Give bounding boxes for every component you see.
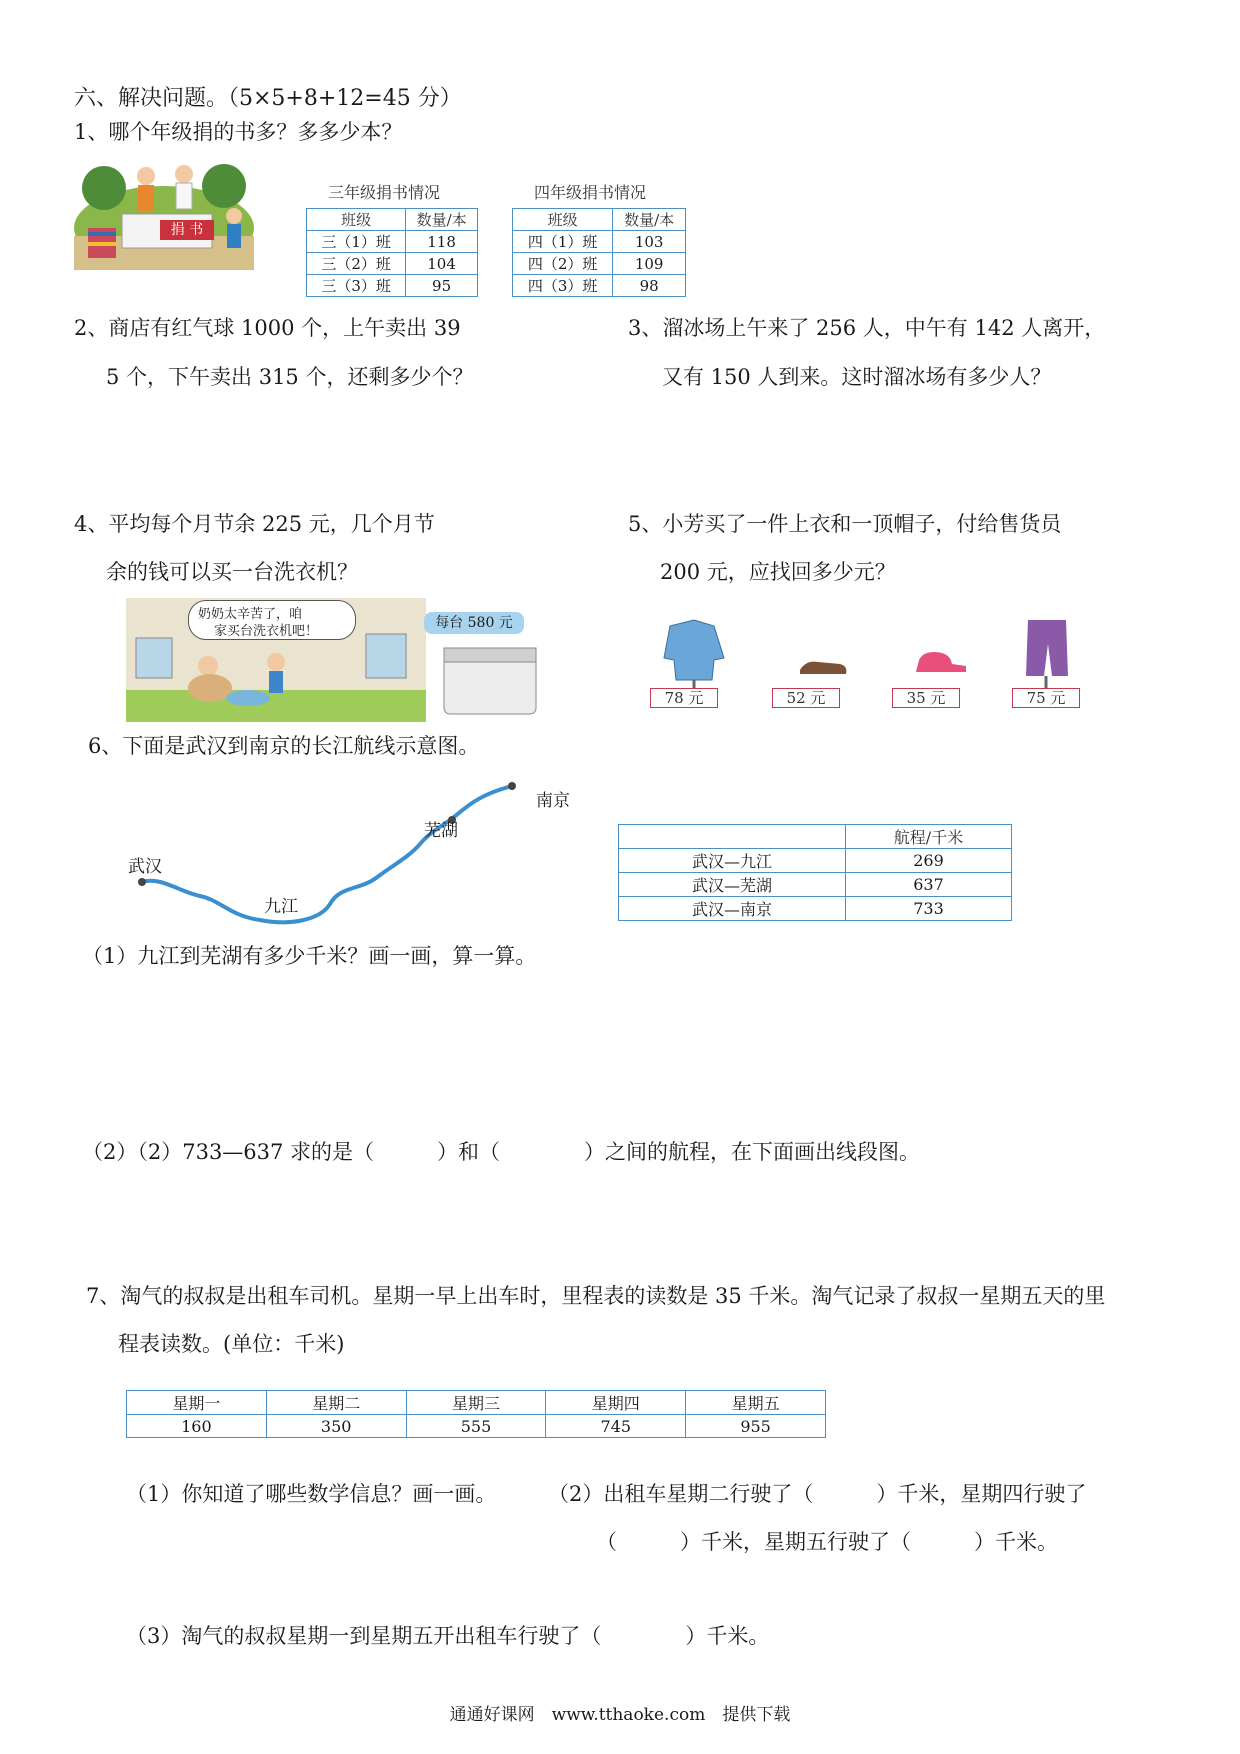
price-tag: 每台 580 元 (424, 612, 524, 634)
book-donation-illustration (74, 158, 254, 270)
odometer-table (126, 1390, 826, 1438)
yangtze-route-map (120, 780, 600, 930)
q7-sub2a: （2）出租车星期二行驶了（ ）千米，星期四行驶了 (548, 1482, 1087, 1506)
reading-3: 555 (406, 1415, 546, 1438)
q5-line1: 5、小芳买了一件上衣和一顶帽子，付给售货员 (628, 512, 1062, 536)
day-5: 星期五 (686, 1391, 826, 1415)
section-title: 六、解决问题。（5×5+8+12=45 分） (74, 86, 462, 111)
reading-4: 745 (546, 1415, 686, 1438)
city-wuhan: 武汉 (128, 857, 162, 877)
day-3: 星期三 (406, 1391, 546, 1415)
route-distance-1: 269 (846, 849, 1012, 873)
price-cap: 35 元 (892, 688, 960, 708)
q6-sub1: （1）九江到芜湖有多少千米？画一画，算一算。 (82, 944, 537, 968)
q2-line1: 2、商店有红气球 1000 个，上午卖出 39 (74, 316, 461, 340)
q3-line1: 3、溜冰场上午来了 256 人，中午有 142 人离开， (628, 316, 1106, 340)
route-name-1: 武汉—九江 (619, 849, 846, 873)
nanjing-dot (508, 782, 516, 790)
speech-line2: 家买台洗衣机吧！ (214, 624, 319, 639)
grade3-table (306, 208, 478, 297)
pants-icon (1026, 620, 1068, 676)
city-jiujiang: 九江 (264, 897, 298, 917)
grade4-class-2: 四（2）班 (513, 253, 613, 275)
day-1: 星期一 (127, 1391, 267, 1415)
q5-line2: 200 元，应找回多少元？ (660, 560, 896, 584)
q3-line2: 又有 150 人到来。这时溜冰场有多少人？ (662, 365, 1052, 389)
city-nanjing: 南京 (536, 791, 570, 811)
donation-sign: 捐 书 (160, 220, 214, 240)
day-4: 星期四 (546, 1391, 686, 1415)
route-distance-3: 733 (846, 897, 1012, 921)
q7-sub2b: （ ）千米，星期五行驶了（ ）千米。 (596, 1530, 1058, 1554)
grade3-header-class: 班级 (307, 209, 406, 231)
grade4-count-1: 103 (613, 231, 686, 253)
cap-icon (916, 652, 966, 672)
price-jacket: 78 元 (650, 688, 718, 708)
grade3-class-2: 三（2）班 (307, 253, 406, 275)
grade4-class-3: 四（3）班 (513, 275, 613, 297)
clothing-items (650, 618, 1100, 696)
grade4-class-1: 四（1）班 (513, 231, 613, 253)
grade4-count-2: 109 (613, 253, 686, 275)
q7-line1: 7、淘气的叔叔是出租车司机。星期一早上出车时，里程表的读数是 35 千米。淘气记录了叔叔一星期五天的里 (86, 1284, 1106, 1308)
day-2: 星期二 (266, 1391, 406, 1415)
city-wuhu: 芜湖 (424, 821, 458, 841)
river-path (142, 786, 512, 922)
grade4-table (512, 208, 686, 297)
q4-line2: 余的钱可以买一台洗衣机？ (106, 560, 358, 584)
grade4-header-count: 数量/本 (613, 209, 686, 231)
q4-line1: 4、平均每个月节余 225 元，几个月节 (74, 512, 435, 536)
jacket-icon (664, 620, 724, 680)
q7-sub3: （3）淘气的叔叔星期一到星期五开出租车行驶了（ ）千米。 (126, 1624, 770, 1648)
q2-line2: 5 个，下午卖出 315 个，还剩多少个？ (106, 365, 474, 389)
grade3-header-count: 数量/本 (406, 209, 478, 231)
price-pants: 75 元 (1012, 688, 1080, 708)
grade4-count-3: 98 (613, 275, 686, 297)
speech-line1: 奶奶太辛苦了，咱 (198, 607, 303, 622)
grade3-count-2: 104 (406, 253, 478, 275)
route-name-3: 武汉—南京 (619, 897, 846, 921)
reading-5: 955 (686, 1415, 826, 1438)
shoes-icon (800, 662, 846, 674)
q6-text: 6、下面是武汉到南京的长江航线示意图。 (88, 734, 480, 758)
grade3-class-3: 三（3）班 (307, 275, 406, 297)
q1-text: 1、哪个年级捐的书多？多多少本？ (74, 120, 403, 144)
grade3-count-1: 118 (406, 231, 478, 253)
wuhan-dot (138, 878, 146, 886)
reading-1: 160 (127, 1415, 267, 1438)
route-distance-2: 637 (846, 873, 1012, 897)
grade4-header-class: 班级 (513, 209, 613, 231)
q7-sub1: （1）你知道了哪些数学信息？画一画。 (126, 1482, 497, 1506)
grade3-class-1: 三（1）班 (307, 231, 406, 253)
grade3-caption: 三年级捐书情况 (328, 183, 441, 202)
q6-sub2: （2）（2）733—637 求的是（ ）和（ ）之间的航程，在下面画出线段图。 (82, 1140, 921, 1164)
route-name-2: 武汉—芜湖 (619, 873, 846, 897)
grade4-caption: 四年级捐书情况 (534, 183, 647, 202)
grade3-count-3: 95 (406, 275, 478, 297)
reading-2: 350 (266, 1415, 406, 1438)
price-shoes: 52 元 (772, 688, 840, 708)
route-header: 航程/千米 (846, 825, 1012, 849)
footer: 通通好课网 www.tthaoke.com 提供下载 (449, 1705, 791, 1725)
route-table (618, 824, 1012, 921)
washing-machine-illustration (126, 598, 588, 722)
q7-line2: 程表读数。(单位：千米) (118, 1332, 345, 1356)
